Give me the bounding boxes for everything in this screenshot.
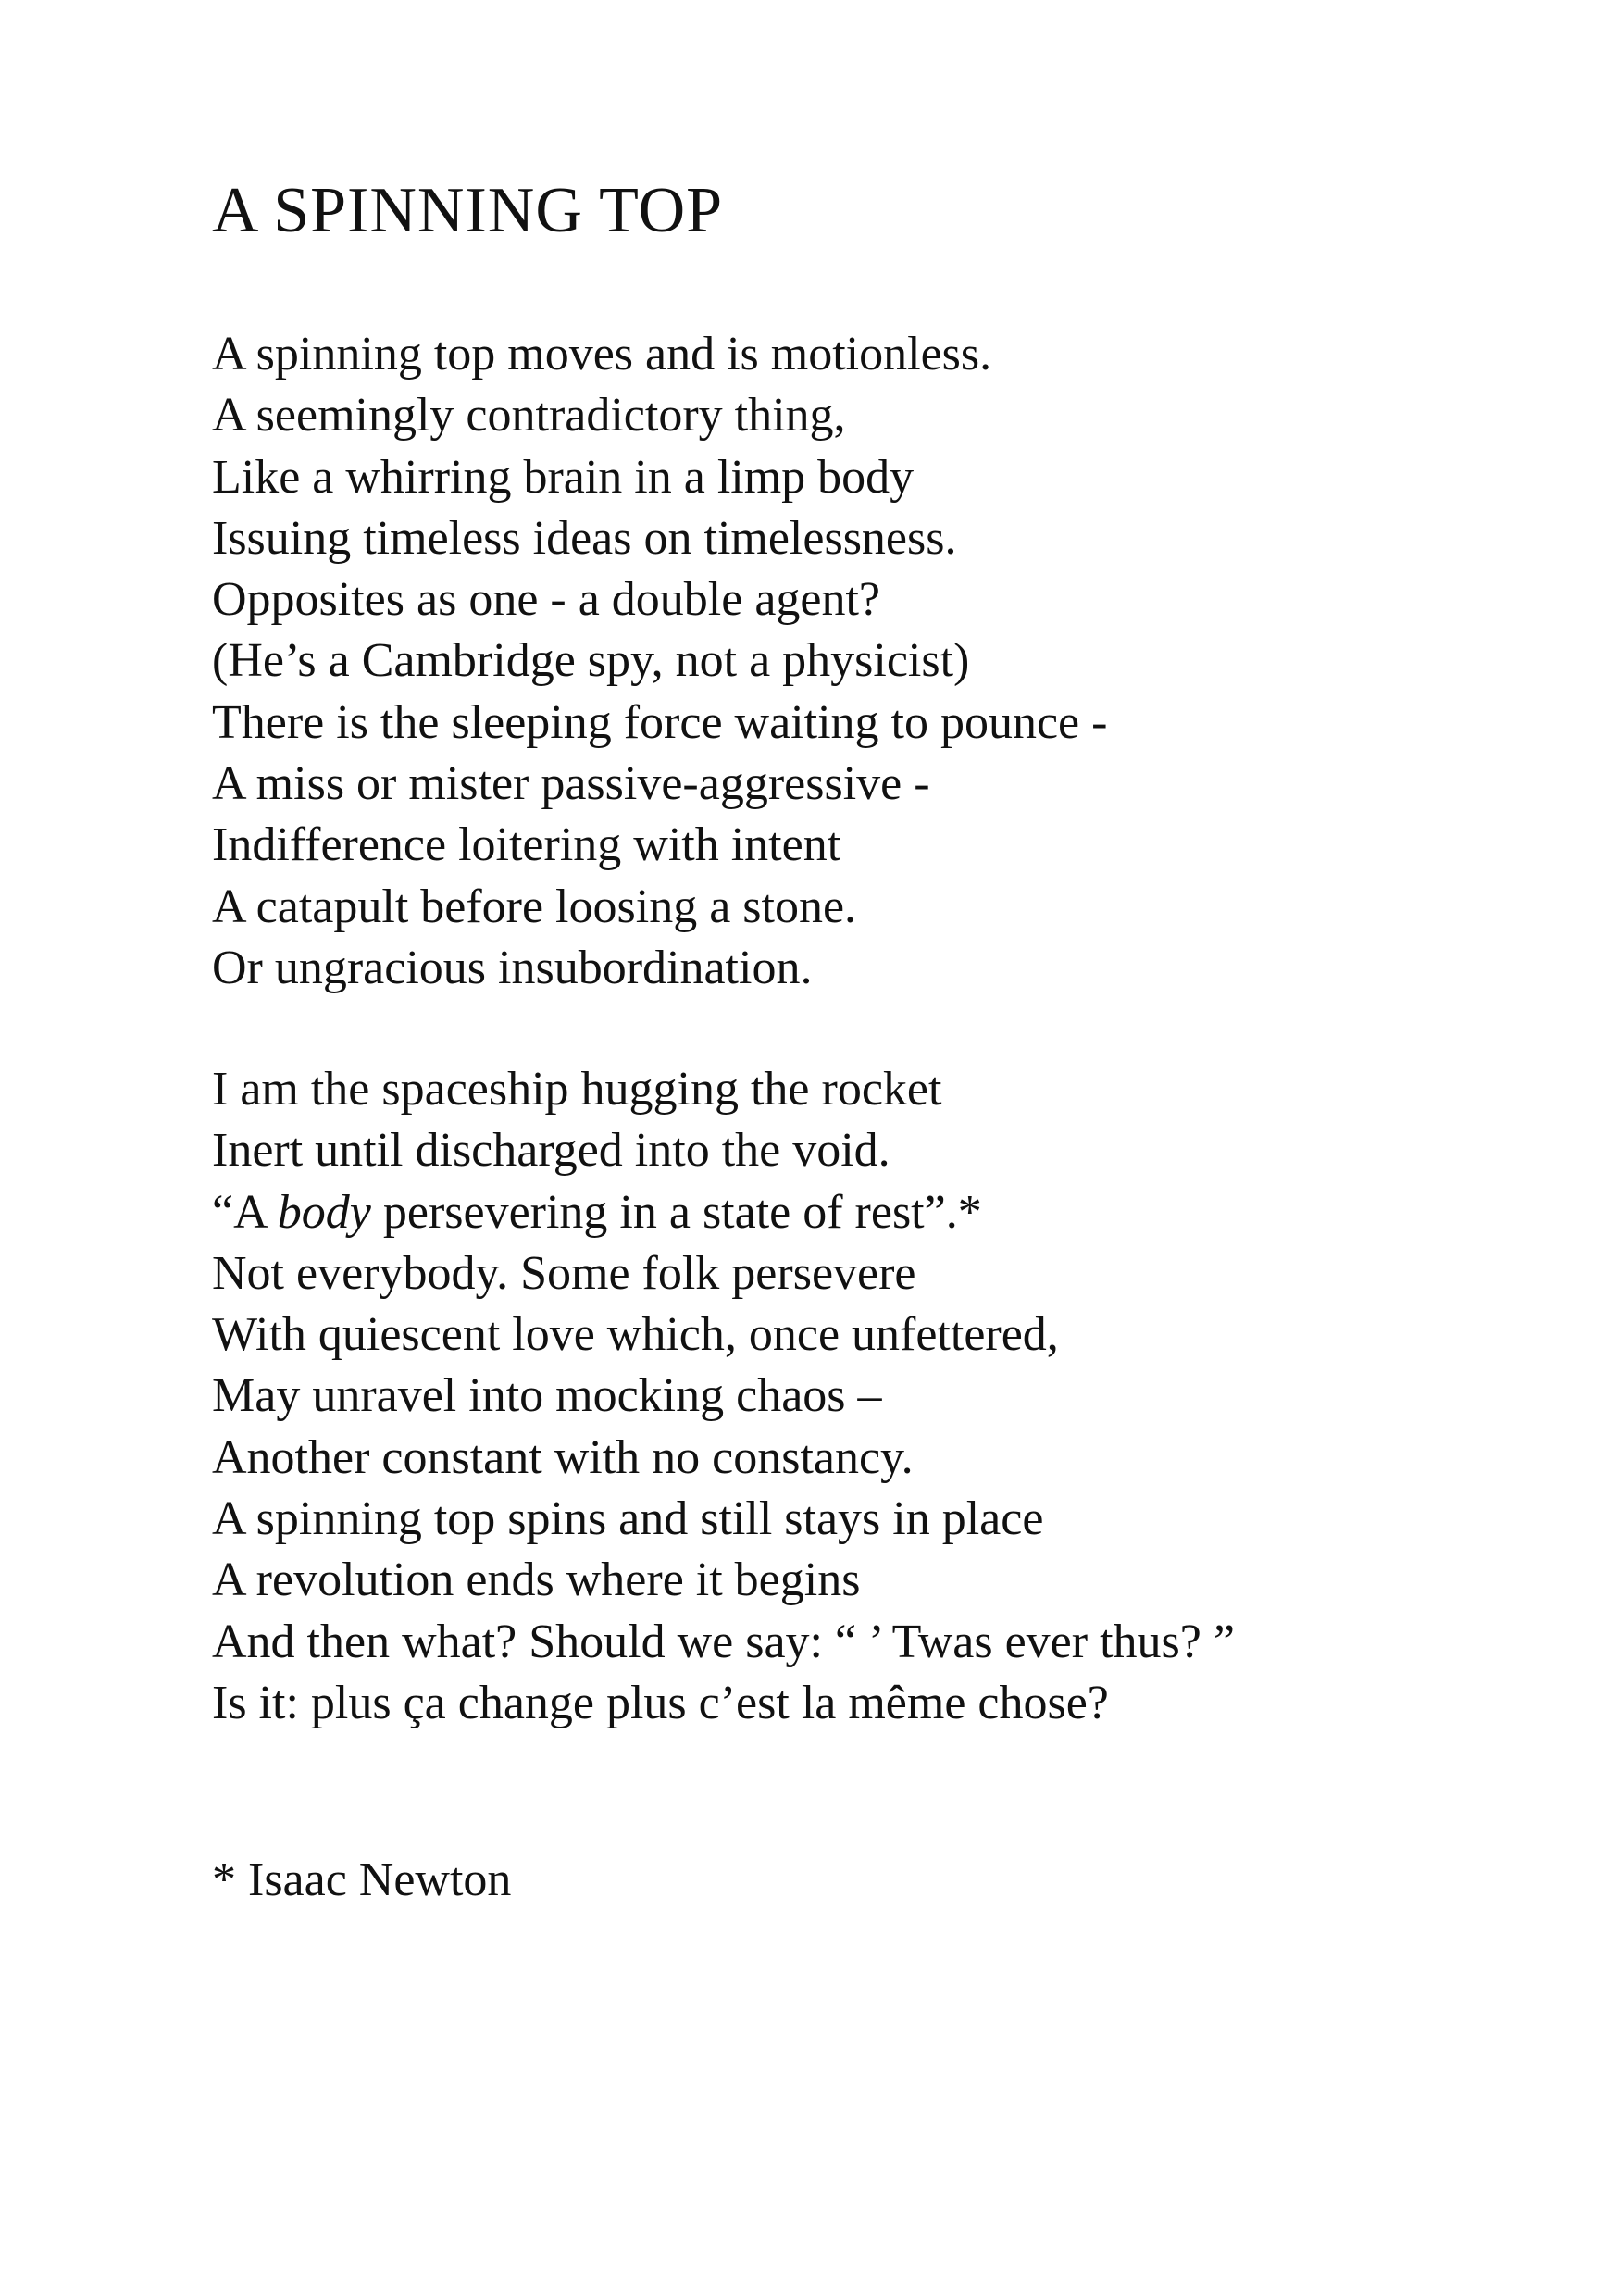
poem-line: And then what? Should we say: “ ’ Twas ever thus? ” <box>212 1615 1235 1668</box>
poem-line: A spinning top moves and is motionless. <box>212 328 992 381</box>
stanza-2 <box>212 1059 1235 1734</box>
quote-text-before: “A <box>212 1185 278 1239</box>
poem-line: A seemingly contradictory thing, <box>212 389 846 443</box>
poem-line: A catapult before loosing a stone. <box>212 880 857 933</box>
poem-line: Not everybody. Some folk persevere <box>212 1246 916 1300</box>
poem-line: A miss or mister passive-aggressive - <box>212 757 930 811</box>
poem-line: (He’s a Cambridge spy, not a physicist) <box>212 634 970 688</box>
poem-line-newton-quote <box>212 1182 1235 1243</box>
poem-line: Inert until discharged into the void. <box>212 1124 890 1178</box>
poem-line: Or ungracious insubordination. <box>212 941 813 994</box>
poem-line: Indifference loitering with intent <box>212 818 841 872</box>
poem-line: May unravel into mocking chaos – <box>212 1369 882 1423</box>
poem-line: A spinning top spins and still stays in place <box>212 1492 1044 1546</box>
poem-line: I am the spaceship hugging the rocket <box>212 1063 942 1116</box>
quote-text-after: persevering in a state of rest”.* <box>370 1185 982 1239</box>
footnote: * Isaac Newton <box>212 1853 512 1906</box>
poem-line: A revolution ends where it begins <box>212 1554 861 1607</box>
poem-line: Opposites as one - a double agent? <box>212 573 881 627</box>
quote-italic-word: body <box>277 1185 371 1239</box>
poem-line: Another constant with no constancy. <box>212 1430 914 1484</box>
poem-title: A SPINNING TOP <box>212 175 724 246</box>
poem-line: Is it: plus ça change plus c’est la même chose? <box>212 1676 1109 1729</box>
poem-line: There is the sleeping force waiting to pounce - <box>212 695 1108 749</box>
poem-line: Like a whirring brain in a limp body <box>212 450 915 504</box>
poem-line: With quiescent love which, once unfettered, <box>212 1308 1059 1362</box>
stanza-1 <box>212 324 1107 999</box>
poem-line: Issuing timeless ideas on timelessness. <box>212 511 957 565</box>
